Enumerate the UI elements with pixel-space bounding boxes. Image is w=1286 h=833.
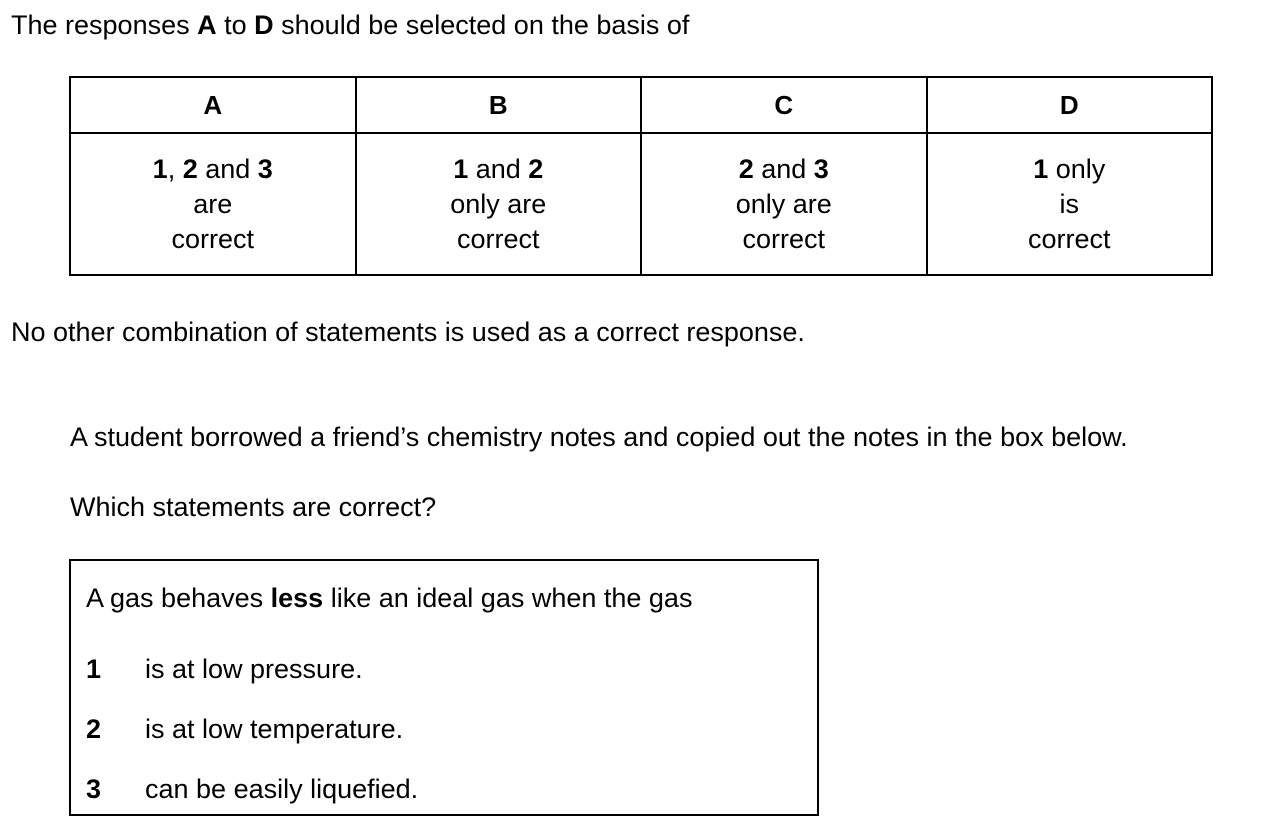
- option-line: [71, 152, 355, 187]
- response-key-header-row: [70, 77, 1212, 133]
- question-stem: A student borrowed a friend’s chemistry notes and copied out the notes in the box below.: [70, 422, 1128, 452]
- notes-lead: [86, 582, 692, 614]
- statement-text: is at low temperature.: [145, 714, 404, 744]
- statement-number: 2: [182, 153, 198, 184]
- response-key-table: [69, 76, 1213, 276]
- option-b-cell: [356, 133, 642, 275]
- instructions-text: The responses: [11, 10, 198, 40]
- question-prompt: Which statements are correct?: [70, 492, 437, 522]
- response-letter-a: A: [197, 10, 217, 40]
- option-a-cell: [70, 133, 356, 275]
- connector-text: only: [1048, 153, 1106, 184]
- option-line: [357, 152, 641, 187]
- option-line: [642, 152, 926, 187]
- notes-lead-text: like an ideal gas when the gas: [323, 583, 693, 613]
- option-line: correct: [456, 223, 540, 254]
- option-line: [928, 152, 1212, 187]
- option-line: only are: [450, 188, 547, 219]
- statement-number: 1: [86, 654, 102, 684]
- option-line: correct: [171, 223, 255, 254]
- option-line: is: [1059, 188, 1079, 219]
- statement-number: 1: [453, 153, 469, 184]
- header-d: D: [927, 77, 1213, 133]
- instructions-text: should be selected on the basis of: [273, 10, 690, 40]
- statement-number: 3: [813, 153, 829, 184]
- connector-text: ,: [167, 153, 183, 184]
- statement-number: 3: [86, 774, 102, 804]
- header-b: B: [356, 77, 642, 133]
- connector-text: and: [197, 153, 258, 184]
- option-line: are: [193, 188, 233, 219]
- statement-text: is at low pressure.: [145, 654, 363, 684]
- connector-text: and: [468, 153, 529, 184]
- statement-text: can be easily liquefied.: [145, 774, 419, 804]
- notes-box: [69, 559, 819, 816]
- notes-lead-emphasis: less: [270, 583, 324, 613]
- statement-number: 2: [86, 714, 102, 744]
- statement-number: 1: [152, 153, 168, 184]
- connector-text: and: [753, 153, 814, 184]
- no-other-combination-note: No other combination of statements is used as a correct response.: [11, 317, 805, 347]
- instructions-text: to: [216, 10, 255, 40]
- option-line: correct: [1027, 223, 1111, 254]
- notes-lead-text: A gas behaves: [86, 583, 271, 613]
- header-c: C: [641, 77, 927, 133]
- header-a: A: [70, 77, 356, 133]
- statement-number: 3: [257, 153, 273, 184]
- statement-number: 2: [528, 153, 544, 184]
- option-c-cell: [641, 133, 927, 275]
- option-line: only are: [735, 188, 832, 219]
- option-line: correct: [742, 223, 826, 254]
- option-d-cell: [927, 133, 1213, 275]
- response-letter-d: D: [254, 10, 274, 40]
- statement-number: 1: [1033, 153, 1049, 184]
- response-key-row: [70, 133, 1212, 275]
- instructions-line: [11, 9, 689, 41]
- statement-number: 2: [738, 153, 754, 184]
